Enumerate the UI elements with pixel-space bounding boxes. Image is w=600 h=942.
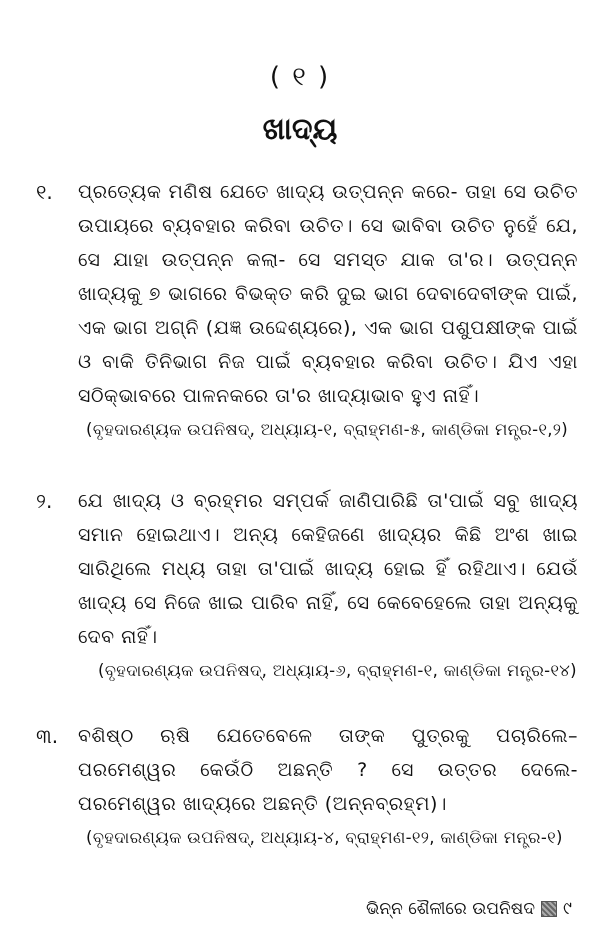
square-icon bbox=[541, 901, 557, 917]
entry-number: ୩. bbox=[36, 724, 59, 748]
entry-body bbox=[78, 719, 578, 855]
entry-reference: (ବୃହଦାରଣ୍ୟକ ଉପନିଷଦ୍, ଅଧ୍ୟାୟ-୬, ବ୍ରାହ୍ମଣ-୧, କାଣ୍ଡିକା ମନ୍ତ୍ର-୧୪) bbox=[98, 661, 577, 680]
page-number: ୯ bbox=[563, 898, 572, 919]
entry-text: ଯେ ଖାଦ୍ୟ ଓ ବ୍ରହ୍ମର ସମ୍ପର୍କ ଜାଣିପାରିଛି ତା'ପାଇଁ ସବୁ ଖାଦ୍ୟ ସମାନ ହୋଇଥାଏ। ଅନ୍ୟ କେହିଜଣେ ଖାଦ୍ୟର କିଛି ଅଂଶ ଖାଇ ସାରିଥିଲେ ମଧ୍ୟ ତାହା ତା'ପାଇଁ ଖାଦ୍ୟ ହୋଇ ହିଁ ରହିଥାଏ। ଯେଉଁ ଖାଦ୍ୟ ସେ ନିଜେ ଖାଇ ପାରିବ ନାହିଁ, ସେ କେବେହେଲେ ତାହା ଅନ୍ୟକୁ ଦେବ ନାହିଁ। bbox=[78, 490, 578, 648]
book-title: ଭିନ୍ନ ଶୈଳୀରେ ଉପନିଷଦ bbox=[366, 898, 536, 919]
chapter-title: ଖାଦ୍ୟ bbox=[262, 112, 338, 147]
entry-number: ୨. bbox=[36, 489, 53, 513]
chapter-number: ( ୧ ) bbox=[269, 62, 331, 92]
entry-body bbox=[78, 175, 578, 447]
entry-number: ୧. bbox=[36, 180, 53, 204]
entry-body bbox=[78, 484, 578, 688]
entry-reference: (ବୃହଦାରଣ୍ୟକ ଉପନିଷଦ୍, ଅଧ୍ୟାୟ-୪, ବ୍ରାହ୍ମଣ-୧୨, କାଣ୍ଡିକା ମନ୍ତ୍ର-୧) bbox=[86, 828, 563, 847]
entry-text: ବଶିଷ୍ଠ ଋଷି ଯେତେବେଳେ ତାଙ୍କ ପୁତ୍ରକୁ ପଚାରିଲେ– ପରମେଶ୍ୱର କେଉଁଠି ଅଛନ୍ତି ? ସେ ଉତ୍ତର ଦେଲେ- ପରମେଶ୍ୱର ଖାଦ୍ୟରେ ଅଛନ୍ତି (ଅନ୍ନବ୍ରହ୍ମ)। bbox=[78, 725, 578, 815]
entry-text: ପ୍ରତ୍ୟେକ ମଣିଷ ଯେତେ ଖାଦ୍ୟ ଉତ୍ପନ୍ନ କରେ- ତାହା ସେ ଉଚିତ ଉପାୟରେ ବ୍ୟବହାର କରିବା ଉଚିତ। ସେ ଭାବିବା ଉଚିତ ନୁହେଁ ଯେ, ସେ ଯାହା ଉତ୍ପନ୍ନ କଲା- ସେ ସମସ୍ତ ଯାକ ତା'ର। ଉତ୍ପନ୍ନ ଖାଦ୍ୟକୁ ୭ ଭାଗରେ ବିଭକ୍ତ କରି ଦୁଇ ଭାଗ ଦେବାଦେବୀଙ୍କ ପାଇଁ, ଏକ ଭାଗ ଅଗ୍ନି (ଯଜ୍ଞ ଉଦ୍ଦେଶ୍ୟରେ), ଏକ ଭାଗ ପଶୁପକ୍ଷୀଙ୍କ ପାଇଁ ଓ ବାକି ତିନିଭାଗ ନିଜ ପାଇଁ ବ୍ୟବହାର କରିବା ଉଚିତ। ଯିଏ ଏହା ସଠିକ୍‌ଭାବରେ ପାଳନକରେ ତା'ର ଖାଦ୍ୟାଭାବ ହୁଏ ନାହିଁ। bbox=[78, 181, 578, 407]
entry-reference: (ବୃହଦାରଣ୍ୟକ ଉପନିଷଦ୍, ଅଧ୍ୟାୟ-୧, ବ୍ରାହ୍ମଣ-୫, କାଣ୍ଡିକା ମନ୍ତ୍ର-୧,୨) bbox=[86, 420, 569, 439]
page-footer bbox=[366, 898, 572, 919]
